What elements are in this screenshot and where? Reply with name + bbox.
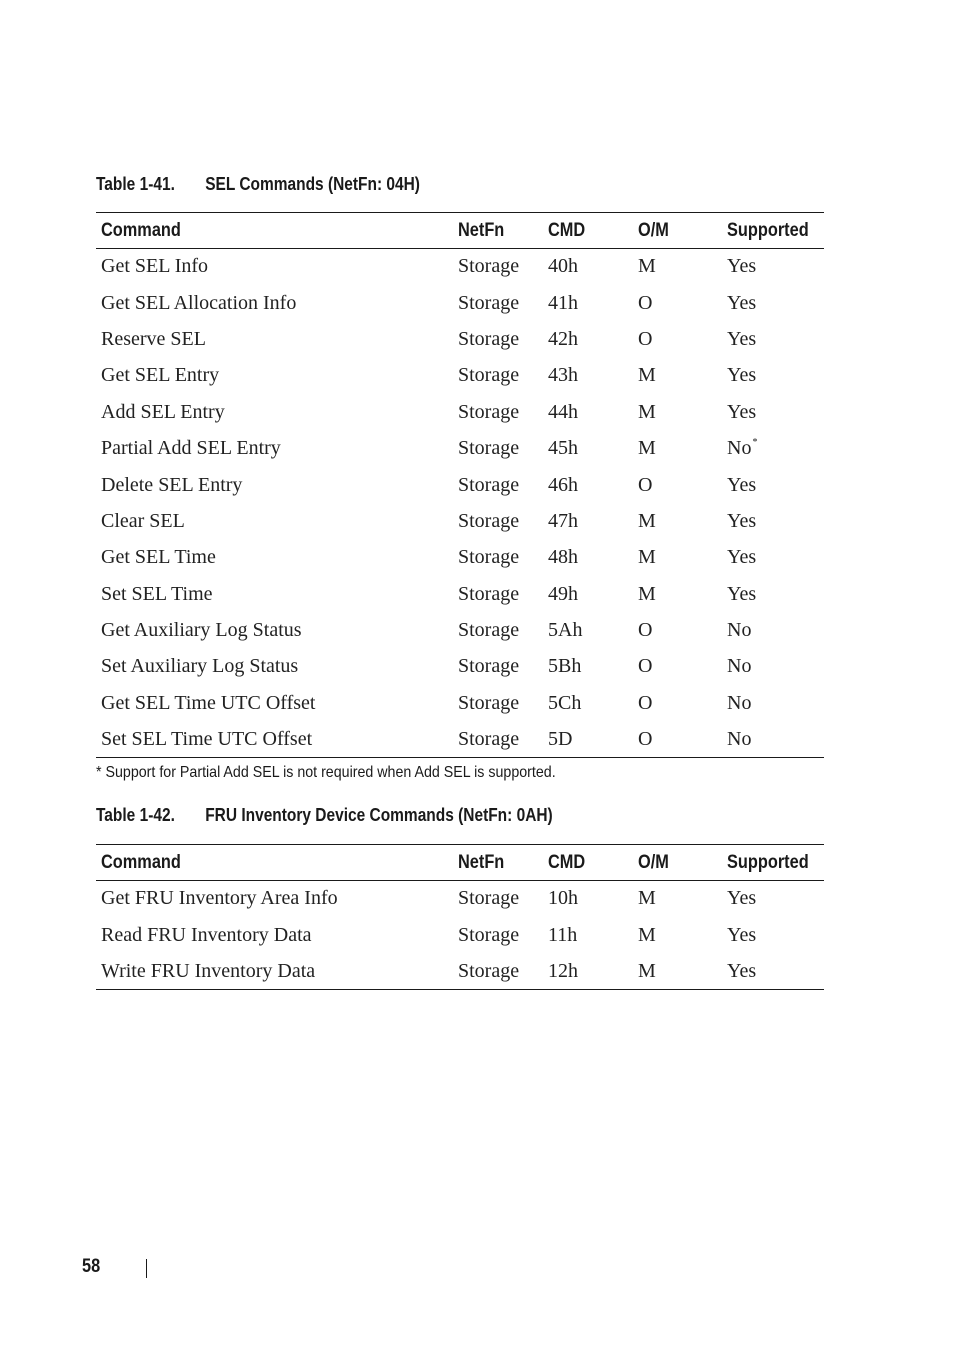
table-row xyxy=(96,394,824,430)
header-om: O/M xyxy=(638,851,669,873)
cell-command: Get FRU Inventory Area Info xyxy=(101,887,338,910)
header-om: O/M xyxy=(638,219,669,241)
cell-cmd: 5Ch xyxy=(548,691,582,714)
cell-cmd: 12h xyxy=(548,959,578,982)
footnote-marker: * xyxy=(752,437,758,449)
sel-commands-table xyxy=(96,212,824,758)
table-row xyxy=(96,249,824,285)
cell-supported: No xyxy=(727,619,752,642)
cell-om: O xyxy=(638,619,653,642)
cell-command: Reserve SEL xyxy=(101,327,206,350)
cell-command: Partial Add SEL Entry xyxy=(101,437,281,460)
table-row xyxy=(96,917,824,953)
cell-command: Clear SEL xyxy=(101,509,185,532)
header-cmd: CMD xyxy=(548,219,586,241)
cell-cmd: 44h xyxy=(548,400,578,423)
header-supported: Supported xyxy=(727,219,809,241)
cell-cmd: 47h xyxy=(548,509,578,532)
cell-cmd: 45h xyxy=(548,437,578,460)
table-row xyxy=(96,612,824,648)
cell-om: M xyxy=(638,364,656,387)
cell-cmd: 5Bh xyxy=(548,655,582,678)
cell-netfn: Storage xyxy=(458,691,520,714)
cell-om: M xyxy=(638,887,656,910)
cell-supported: Yes xyxy=(727,923,757,946)
cell-command: Get Auxiliary Log Status xyxy=(101,619,302,642)
table1-footnote: * Support for Partial Add SEL is not required when Add SEL is supported. xyxy=(96,764,556,781)
cell-netfn: Storage xyxy=(458,509,520,532)
cell-om: O xyxy=(638,291,653,314)
cell-om: O xyxy=(638,728,653,751)
cell-om: M xyxy=(638,582,656,605)
cell-netfn: Storage xyxy=(458,546,520,569)
cell-netfn: Storage xyxy=(458,400,520,423)
table-row xyxy=(96,685,824,721)
cell-cmd: 5Ah xyxy=(548,619,583,642)
header-supported: Supported xyxy=(727,851,809,873)
cell-netfn: Storage xyxy=(458,437,520,460)
table-row xyxy=(96,358,824,394)
cell-cmd: 5D xyxy=(548,728,573,751)
cell-supported: Yes xyxy=(727,255,757,278)
cell-om: O xyxy=(638,473,653,496)
cell-supported: Yes xyxy=(727,291,757,314)
cell-supported: Yes xyxy=(727,887,757,910)
table2-caption-title: FRU Inventory Device Commands (NetFn: 0AH) xyxy=(205,805,553,825)
table-header-row xyxy=(96,213,824,249)
cell-command: Set SEL Time UTC Offset xyxy=(101,728,313,751)
cell-netfn: Storage xyxy=(458,364,520,387)
cell-supported-value: No xyxy=(727,437,752,460)
table1-caption-title: SEL Commands (NetFn: 04H) xyxy=(205,174,420,194)
cell-cmd: 41h xyxy=(548,291,578,314)
cell-supported: No xyxy=(727,728,752,751)
table-row xyxy=(96,953,824,989)
cell-supported: Yes xyxy=(727,509,757,532)
cell-om: M xyxy=(638,546,656,569)
cell-supported: Yes xyxy=(727,959,757,982)
table-row xyxy=(96,881,824,917)
header-netfn: NetFn xyxy=(458,851,505,873)
cell-command: Set Auxiliary Log Status xyxy=(101,655,299,678)
page-number: 58 xyxy=(82,1256,101,1277)
table-row xyxy=(96,576,824,612)
cell-om: M xyxy=(638,437,656,460)
cell-command: Read FRU Inventory Data xyxy=(101,923,312,946)
cell-om: O xyxy=(638,327,653,350)
table-row xyxy=(96,649,824,685)
cell-netfn: Storage xyxy=(458,959,520,982)
cell-supported: Yes xyxy=(727,364,757,387)
header-command: Command xyxy=(101,219,181,241)
cell-supported: Yes xyxy=(727,582,757,605)
cell-command: Add SEL Entry xyxy=(101,400,225,423)
fru-inventory-commands-table xyxy=(96,844,824,990)
table-row xyxy=(96,285,824,321)
cell-cmd: 46h xyxy=(548,473,578,496)
cell-supported: No xyxy=(727,691,752,714)
table-row xyxy=(96,722,824,758)
cell-cmd: 10h xyxy=(548,887,578,910)
table-header-row xyxy=(96,845,824,881)
table-row xyxy=(96,503,824,539)
cell-netfn: Storage xyxy=(458,327,520,350)
cell-supported: Yes xyxy=(727,473,757,496)
cell-om: M xyxy=(638,400,656,423)
cell-command: Get SEL Info xyxy=(101,255,209,278)
table-row xyxy=(96,321,824,357)
cell-netfn: Storage xyxy=(458,619,520,642)
header-command: Command xyxy=(101,851,181,873)
cell-command: Get SEL Time xyxy=(101,546,216,569)
cell-cmd: 40h xyxy=(548,255,578,278)
cell-om: O xyxy=(638,655,653,678)
cell-cmd: 43h xyxy=(548,364,578,387)
table-row xyxy=(96,430,824,466)
cell-command: Set SEL Time xyxy=(101,582,213,605)
cell-supported: Yes xyxy=(727,546,757,569)
cell-command: Delete SEL Entry xyxy=(101,473,243,496)
table2-caption xyxy=(96,805,553,826)
cell-command: Get SEL Time UTC Offset xyxy=(101,691,316,714)
cell-cmd: 48h xyxy=(548,546,578,569)
cell-netfn: Storage xyxy=(458,291,520,314)
cell-cmd: 11h xyxy=(548,923,578,946)
cell-om: M xyxy=(638,923,656,946)
cell-cmd: 42h xyxy=(548,327,578,350)
cell-netfn: Storage xyxy=(458,582,520,605)
cell-netfn: Storage xyxy=(458,655,520,678)
cell-supported: Yes xyxy=(727,400,757,423)
cell-command: Get SEL Entry xyxy=(101,364,220,387)
cell-netfn: Storage xyxy=(458,887,520,910)
cell-supported: Yes xyxy=(727,327,757,350)
cell-om: M xyxy=(638,959,656,982)
table1-caption xyxy=(96,174,420,195)
cell-netfn: Storage xyxy=(458,255,520,278)
cell-netfn: Storage xyxy=(458,473,520,496)
table-row xyxy=(96,540,824,576)
table2-caption-number: Table 1-42. xyxy=(96,805,175,825)
header-cmd: CMD xyxy=(548,851,586,873)
cell-command: Write FRU Inventory Data xyxy=(101,959,316,982)
page-number-divider xyxy=(146,1259,147,1278)
cell-om: M xyxy=(638,255,656,278)
cell-om: O xyxy=(638,691,653,714)
header-netfn: NetFn xyxy=(458,219,505,241)
table-row xyxy=(96,467,824,503)
cell-netfn: Storage xyxy=(458,728,520,751)
cell-supported xyxy=(722,430,824,466)
cell-command: Get SEL Allocation Info xyxy=(101,291,297,314)
table1-caption-number: Table 1-41. xyxy=(96,174,175,194)
cell-cmd: 49h xyxy=(548,582,578,605)
cell-om: M xyxy=(638,509,656,532)
cell-netfn: Storage xyxy=(458,923,520,946)
cell-supported: No xyxy=(727,655,752,678)
